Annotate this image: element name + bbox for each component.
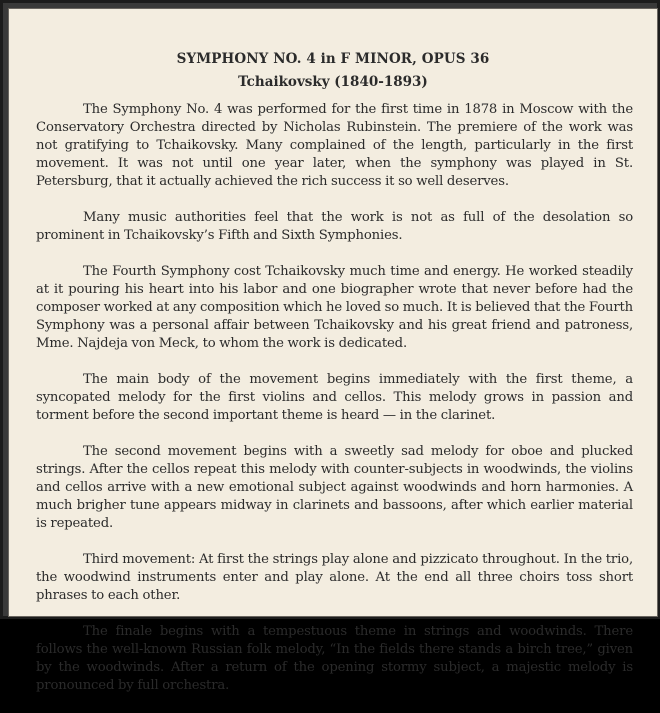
paragraph-finale: The finale begins with a tempestuous theme in strings and woodwinds. There follows the well-known Russian folk melody, “In the fields there stands a birch tree,” given by the woodwinds. After a return of the opening stormy subject, a majestic melody is pronounced by full orchestra.: [36, 624, 633, 693]
document-subtitle: Tchaikovsky (1840-1893): [238, 74, 428, 90]
paragraph-third-movement: Third movement: At first the strings play alone and pizzicato throughout. In the trio, the woodwind instruments enter and play alone. At the end all three choirs toss short phrases to each other.: [36, 552, 633, 603]
paragraph-second-movement: The second movement begins with a sweetly sad melody for oboe and plucked strings. After the cellos repeat this melody with counter-subjects in woodwinds, the violins and cellos arrive with a new emotional subject against woodwinds and horn harmonies. A much brigher tune appears midway in clarinets and bassoons, after which earlier material is repeated.: [36, 444, 633, 531]
document-title: SYMPHONY NO. 4 in F MINOR, OPUS 36: [176, 51, 490, 67]
paragraph-fourth-symphony: The Fourth Symphony cost Tchaikovsky much time and energy. He worked steadily at it pouring his heart into his labor and one biographer wrote that never before had the composer worked at any composition which he loved so much. It is believed that the Fourth Symphony was a personal affair between Tchaikovsky and his great friend and patroness, Mme. Najdeja von Meck, to whom the work is dedicated.: [36, 264, 633, 351]
paragraph-premiere: The Symphony No. 4 was performed for the first time in 1878 in Moscow with the Conservatory Orchestra directed by Nicholas Rubinstein. The premiere of the work was not gratifying to Tchaikovsky. Many complained of the length, particularly in the first movement. It was not until one year later, when the symphony was played in St. Petersburg, that it actually achieved the rich success it so well deserves.: [36, 102, 633, 189]
paragraph-first-movement: The main body of the movement begins immediately with the first theme, a syncopated melody for the first violins and cellos. This melody grows in passion and torment before the second important theme is heard — in the clarinet.: [36, 372, 633, 423]
paragraph-authorities: Many music authorities feel that the work is not as full of the desolation so prominent in Tchaikovsky’s Fifth and Sixth Symphonies.: [36, 210, 633, 243]
document-body: [36, 101, 633, 713]
document-page: [8, 8, 658, 693]
